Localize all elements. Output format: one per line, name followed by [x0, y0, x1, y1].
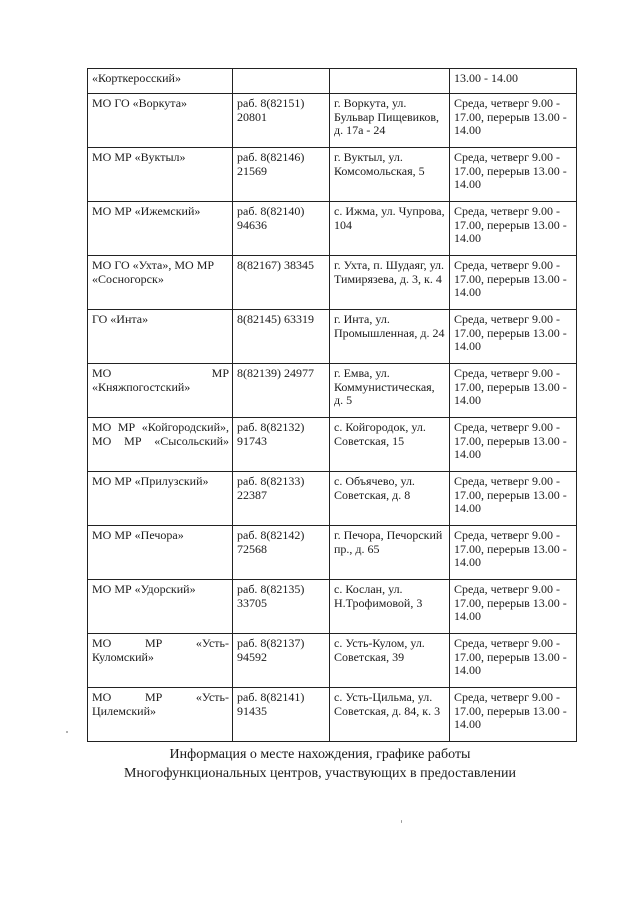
- org-cell: МО МР «Прилузский»: [88, 472, 233, 526]
- phone-cell: раб. 8(82146) 21569: [233, 148, 330, 202]
- address-cell: г. Инта, ул. Промышленная, д. 24: [330, 310, 450, 364]
- table-row: [88, 202, 577, 256]
- address-cell: с. Ижма, ул. Чупрова, 104: [330, 202, 450, 256]
- address-cell: г. Печора, Печорский пр., д. 65: [330, 526, 450, 580]
- phone-cell: [233, 69, 330, 94]
- table-row: [88, 634, 577, 688]
- table-row: [88, 256, 577, 310]
- address-cell: с. Усть-Кулом, ул. Советская, 39: [330, 634, 450, 688]
- schedule-cell: Среда, четверг 9.00 - 17.00, перерыв 13.00 - 14.00: [450, 634, 577, 688]
- phone-cell: раб. 8(82141) 91435: [233, 688, 330, 742]
- org-cell: МО МР «Ижемский»: [88, 202, 233, 256]
- address-cell: [330, 69, 450, 94]
- phone-cell: раб. 8(82132) 91743: [233, 418, 330, 472]
- org-cell: МО МР «Вуктыл»: [88, 148, 233, 202]
- schedule-cell: Среда, четверг 9.00 - 17.00, перерыв 13.00 - 14.00: [450, 580, 577, 634]
- address-cell: с. Кослан, ул. Н.Трофимовой, 3: [330, 580, 450, 634]
- address-cell: г. Воркута, ул. Бульвар Пищевиков, д. 17а - 24: [330, 94, 450, 148]
- org-cell: МО МР «Усть-Цилемский»: [88, 688, 233, 742]
- mfc-schedule-table: [87, 68, 577, 742]
- phone-cell: раб. 8(82135) 33705: [233, 580, 330, 634]
- org-cell: МО МР «Удорский»: [88, 580, 233, 634]
- table-row: [88, 472, 577, 526]
- schedule-cell: Среда, четверг 9.00 - 17.00, перерыв 13.00 - 14.00: [450, 418, 577, 472]
- phone-cell: раб. 8(82133) 22387: [233, 472, 330, 526]
- org-cell: МО ГО «Воркута»: [88, 94, 233, 148]
- schedule-cell: Среда, четверг 9.00 - 17.00, перерыв 13.00 - 14.00: [450, 94, 577, 148]
- phone-cell: раб. 8(82137) 94592: [233, 634, 330, 688]
- table-body: [88, 69, 577, 742]
- schedule-cell: Среда, четверг 9.00 - 17.00, перерыв 13.00 - 14.00: [450, 526, 577, 580]
- phone-cell: раб. 8(82140) 94636: [233, 202, 330, 256]
- phone-cell: 8(82167) 38345: [233, 256, 330, 310]
- schedule-cell: 13.00 - 14.00: [450, 69, 577, 94]
- table-row: [88, 94, 577, 148]
- section-heading-line-1: Информация о месте нахождения, графике работы: [169, 747, 471, 762]
- org-cell: МО ГО «Ухта», МО МР «Сосногорск»: [88, 256, 233, 310]
- table-row: [88, 148, 577, 202]
- org-cell: МО МР «Печора»: [88, 526, 233, 580]
- org-cell: МО МР «Усть-Куломский»: [88, 634, 233, 688]
- section-heading-line-2: Многофункциональных центров, участвующих в предоставлении: [124, 766, 516, 781]
- schedule-cell: Среда, четверг 9.00 - 17.00, перерыв 13.00 - 14.00: [450, 256, 577, 310]
- schedule-cell: Среда, четверг 9.00 - 17.00, перерыв 13.00 - 14.00: [450, 148, 577, 202]
- schedule-cell: Среда, четверг 9.00 - 17.00, перерыв 13.00 - 14.00: [450, 472, 577, 526]
- address-cell: с. Усть-Цильма, ул. Советская, д. 84, к. 3: [330, 688, 450, 742]
- phone-cell: 8(82139) 24977: [233, 364, 330, 418]
- table-row: [88, 310, 577, 364]
- phone-cell: раб. 8(82151) 20801: [233, 94, 330, 148]
- org-cell: ГО «Инта»: [88, 310, 233, 364]
- org-cell: «Корткеросский»: [88, 69, 233, 94]
- table-row: [88, 69, 577, 94]
- schedule-cell: Среда, четверг 9.00 - 17.00, перерыв 13.00 - 14.00: [450, 688, 577, 742]
- table-row: [88, 580, 577, 634]
- org-cell: МО МР «Койгородский», МО МР «Сысольский»: [88, 418, 233, 472]
- table-row: [88, 688, 577, 742]
- table-row: [88, 418, 577, 472]
- address-cell: г. Вуктыл, ул. Комсомольская, 5: [330, 148, 450, 202]
- address-cell: г. Ухта, п. Шудаяг, ул. Тимирязева, д. 3, к. 4: [330, 256, 450, 310]
- schedule-cell: Среда, четверг 9.00 - 17.00, перерыв 13.00 - 14.00: [450, 202, 577, 256]
- address-cell: с. Объячево, ул. Советская, д. 8: [330, 472, 450, 526]
- table-row: [88, 526, 577, 580]
- address-cell: с. Койгородок, ул. Советская, 15: [330, 418, 450, 472]
- schedule-cell: Среда, четверг 9.00 - 17.00, перерыв 13.00 - 14.00: [450, 364, 577, 418]
- org-cell: МО МР «Княжпогостский»: [88, 364, 233, 418]
- address-cell: г. Емва, ул. Коммунистическая, д. 5: [330, 364, 450, 418]
- phone-cell: раб. 8(82142) 72568: [233, 526, 330, 580]
- scan-speck: [401, 820, 402, 823]
- table-row: [88, 364, 577, 418]
- scan-speck: [66, 731, 68, 733]
- phone-cell: 8(82145) 63319: [233, 310, 330, 364]
- schedule-cell: Среда, четверг 9.00 - 17.00, перерыв 13.00 - 14.00: [450, 310, 577, 364]
